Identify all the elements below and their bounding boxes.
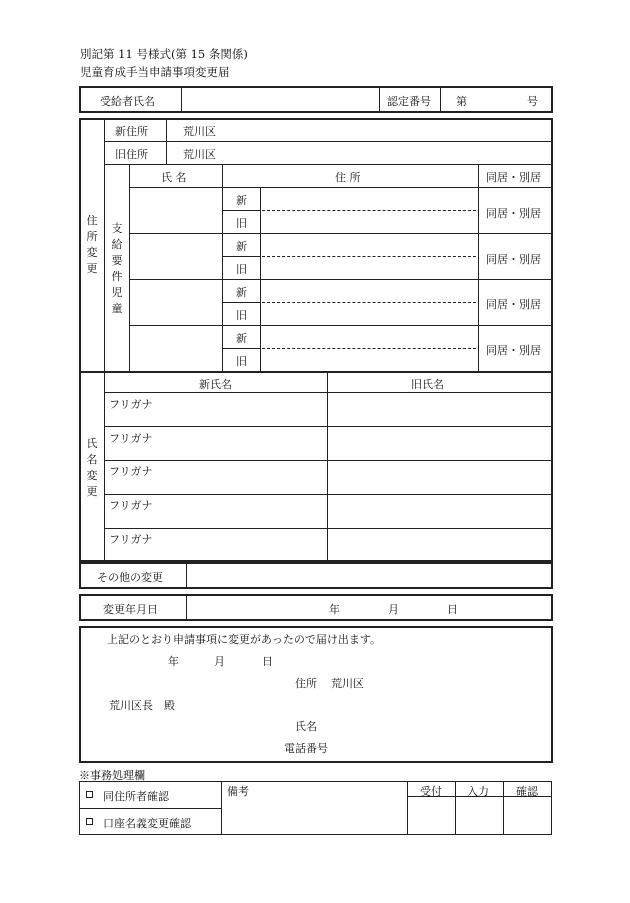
furigana-label: フリガナ [109, 398, 153, 411]
other-change-field[interactable] [187, 564, 551, 587]
furigana-label: フリガナ [109, 533, 153, 546]
col-cohabitation: 同居・別居 [486, 171, 541, 184]
change-date-year: 年 [329, 603, 340, 616]
account-name-change-checkbox[interactable] [86, 818, 93, 825]
new-address-value[interactable]: 荒川区 [183, 125, 216, 138]
change-date-day: 日 [447, 603, 458, 616]
child-row-old-label: 旧 [236, 263, 247, 276]
eligible-children-label: 支 給 要 件 児 童 [111, 222, 123, 315]
col-old-name: 旧氏名 [411, 378, 444, 391]
change-date-label: 変更年月日 [103, 603, 158, 616]
same-address-check-label: 同住所者確認 [103, 790, 169, 803]
form-title: 児童育成手当申請事項変更届 [80, 65, 230, 79]
child-row-old-label: 旧 [236, 217, 247, 230]
declaration-year: 年 [168, 655, 179, 668]
child-row-new-label: 新 [236, 194, 247, 207]
child-row-status[interactable]: 同居・別居 [486, 344, 541, 357]
child-row-new-label: 新 [236, 240, 247, 253]
recipient-name-label: 受給者氏名 [100, 95, 155, 108]
declaration-address-label: 住所 [295, 677, 317, 690]
office-section-title: ※事務処理欄 [79, 769, 145, 782]
furigana-label: フリガナ [109, 432, 153, 445]
confirm-label: 確認 [516, 785, 538, 798]
other-change-label: その他の変更 [97, 571, 163, 584]
received-label: 受付 [420, 785, 442, 798]
col-child-address: 住 所 [335, 171, 361, 184]
child-row-old-label: 旧 [236, 355, 247, 368]
account-name-change-label: 口座名義変更確認 [103, 817, 191, 830]
child-row-new-label: 新 [236, 332, 247, 345]
col-child-name: 氏 名 [161, 171, 187, 184]
recipient-name-field[interactable] [182, 88, 378, 111]
old-address-value[interactable]: 荒川区 [183, 148, 216, 161]
furigana-label: フリガナ [109, 465, 153, 478]
new-address-label: 新住所 [115, 125, 148, 138]
declaration-month: 月 [214, 655, 225, 668]
declaration-day: 日 [262, 655, 273, 668]
child-row-status[interactable]: 同居・別居 [486, 253, 541, 266]
change-table [79, 118, 553, 562]
form-reference: 別記第 11 号様式(第 15 条関係) [80, 47, 248, 61]
old-address-label: 旧住所 [115, 148, 148, 161]
address-change-label: 住 所 変 更 [86, 214, 98, 275]
name-change-label: 氏 名 変 更 [86, 437, 98, 498]
furigana-label: フリガナ [109, 499, 153, 512]
cert-suffix: 号 [527, 95, 538, 108]
declaration-statement: 上記のとおり申請事項に変更があったので届け出ます。 [107, 633, 382, 646]
cert-number-label: 認定番号 [387, 95, 431, 108]
child-row-status[interactable]: 同居・別居 [486, 298, 541, 311]
cert-prefix: 第 [456, 95, 467, 108]
input-label: 入力 [467, 785, 489, 798]
col-new-name: 新氏名 [199, 378, 232, 391]
remarks-label: 備考 [227, 785, 249, 798]
declaration-address-value[interactable]: 荒川区 [331, 677, 364, 690]
child-row-new-label: 新 [236, 286, 247, 299]
same-address-checkbox[interactable] [86, 791, 93, 798]
change-date-month: 月 [388, 603, 399, 616]
declaration-phone-label: 電話番号 [284, 742, 328, 755]
addressee: 荒川区長 殿 [109, 699, 175, 712]
child-row-status[interactable]: 同居・別居 [486, 207, 541, 220]
child-row-old-label: 旧 [236, 309, 247, 322]
declaration-name-label: 氏名 [295, 720, 317, 733]
